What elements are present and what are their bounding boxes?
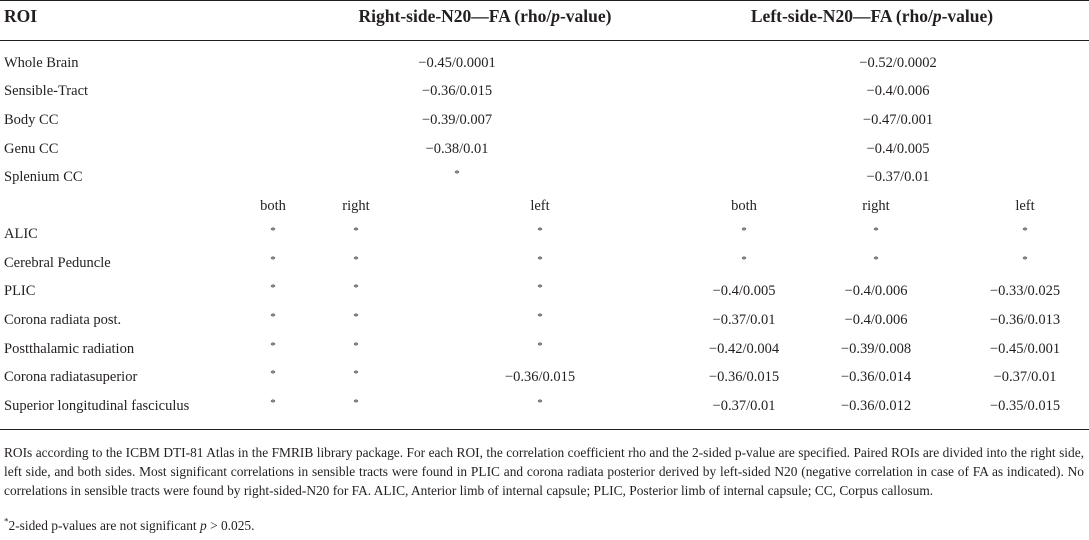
subheader-right: right: [862, 198, 890, 214]
value-cell: *: [1022, 254, 1028, 266]
value-cell: −0.4/0.006: [844, 283, 908, 299]
value-cell-left: −0.4/0.005: [866, 141, 930, 157]
value-cell: −0.36/0.015: [504, 369, 576, 385]
subheader-right: right: [342, 198, 370, 214]
header-right-side: Right-side-N20—FA (rho/p-value): [358, 6, 612, 26]
row-label: Body CC: [4, 112, 59, 128]
row-label: Whole Brain: [4, 55, 79, 71]
value-cell-right: −0.36/0.015: [421, 83, 493, 99]
significance-footnote: *2-sided p-values are not significant p > 0.025.: [4, 516, 255, 533]
subheader-left: left: [530, 198, 550, 214]
value-cell: −0.4/0.006: [844, 312, 908, 328]
value-cell: −0.37/0.01: [993, 369, 1057, 385]
value-cell: *: [537, 340, 543, 352]
value-cell: −0.45/0.001: [989, 341, 1061, 357]
value-cell-left: −0.37/0.01: [866, 169, 930, 185]
row-label: Cerebral Peduncle: [4, 255, 111, 271]
value-cell: −0.33/0.025: [989, 283, 1061, 299]
value-cell: *: [537, 397, 543, 409]
value-cell: *: [1022, 225, 1028, 237]
value-cell: *: [270, 225, 276, 237]
value-cell: *: [270, 397, 276, 409]
value-cell-right: *: [454, 168, 460, 180]
subheader-both: both: [260, 198, 286, 214]
value-cell-left: −0.47/0.001: [862, 112, 934, 128]
value-cell: −0.36/0.012: [840, 398, 912, 414]
value-cell: *: [353, 340, 359, 352]
value-cell: *: [741, 254, 747, 266]
value-cell: *: [353, 254, 359, 266]
value-cell: *: [537, 225, 543, 237]
value-cell: *: [270, 311, 276, 323]
subheader-both: both: [731, 198, 757, 214]
header-rule: [0, 40, 1089, 41]
row-label: Superior longitudinal fasciculus: [4, 398, 190, 414]
value-cell: *: [353, 282, 359, 294]
value-cell: *: [270, 282, 276, 294]
value-cell: −0.37/0.01: [712, 312, 776, 328]
header-left-side: Left-side-N20—FA (rho/p-value): [750, 6, 994, 26]
value-cell: *: [353, 311, 359, 323]
value-cell: *: [270, 368, 276, 380]
value-cell: *: [537, 311, 543, 323]
value-cell: *: [741, 225, 747, 237]
row-label: ALIC: [4, 226, 38, 242]
row-label: Corona radiatasuperior: [4, 369, 138, 385]
value-cell: −0.35/0.015: [989, 398, 1061, 414]
value-cell: −0.4/0.005: [712, 283, 776, 299]
value-cell-right: −0.38/0.01: [425, 141, 489, 157]
row-label: PLIC: [4, 283, 36, 299]
table-footnote: ROIs according to the ICBM DTI-81 Atlas in the FMRIB library package. For each ROI, the correlation coefficient rho and the 2-sided p-value are specified. Paired ROIs are divided into the right side, left side, and both sides. Most significant correlations in sensible tracts were found in PLIC and corona radiata posterior derived by left-sided N20 (negative correlation in case of FA as indicated). No correlations in sensible tracts were found by right-sided-N20 for FA. ALIC, Anterior limb of internal capsule; PLIC, Posterior limb of internal capsule; CC, Corpus callosum.: [4, 445, 1084, 499]
value-cell: *: [353, 368, 359, 380]
header-roi: ROI: [4, 6, 38, 26]
value-cell-left: −0.52/0.0002: [859, 55, 937, 71]
value-cell: *: [353, 225, 359, 237]
table-bottom-rule: [0, 429, 1089, 430]
row-label: Sensible-Tract: [4, 83, 89, 99]
row-label: Postthalamic radiation: [4, 341, 135, 357]
table-top-rule: [0, 0, 1089, 1]
value-cell: −0.39/0.008: [840, 341, 912, 357]
row-label: Genu CC: [4, 141, 59, 157]
value-cell: *: [873, 254, 879, 266]
value-cell: −0.37/0.01: [712, 398, 776, 414]
value-cell: −0.36/0.013: [989, 312, 1061, 328]
value-cell-left: −0.4/0.006: [866, 83, 930, 99]
value-cell: *: [270, 254, 276, 266]
row-label: Corona radiata post.: [4, 312, 122, 328]
value-cell: *: [873, 225, 879, 237]
subheader-left: left: [1015, 198, 1035, 214]
value-cell-right: −0.45/0.0001: [418, 55, 496, 71]
value-cell: *: [537, 254, 543, 266]
value-cell: *: [537, 282, 543, 294]
value-cell: *: [270, 340, 276, 352]
value-cell: −0.36/0.014: [840, 369, 912, 385]
value-cell: −0.42/0.004: [708, 341, 780, 357]
value-cell: *: [353, 397, 359, 409]
value-cell: −0.36/0.015: [708, 369, 780, 385]
value-cell-right: −0.39/0.007: [421, 112, 493, 128]
row-label: Splenium CC: [4, 169, 83, 185]
